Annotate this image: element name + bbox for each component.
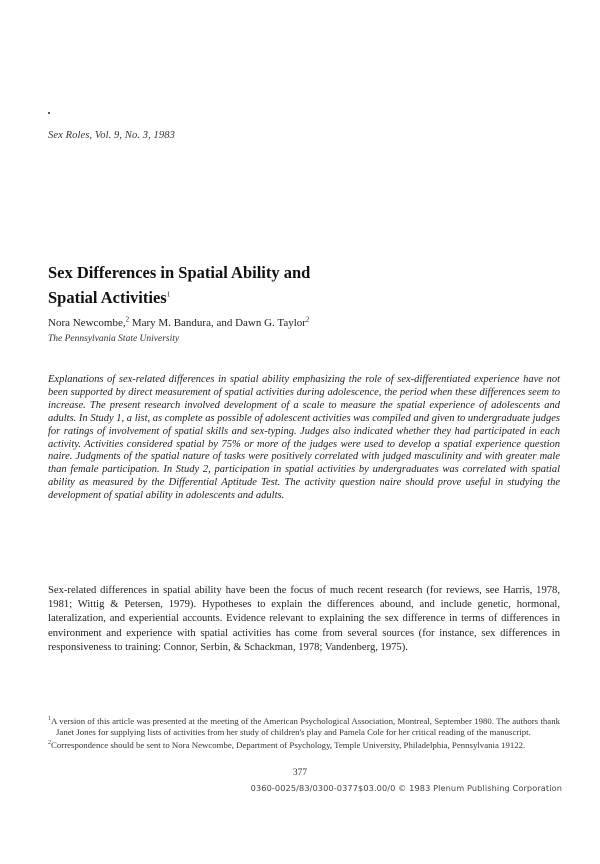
abstract: Explanations of sex-related differences in spatial ability emphasizing the role of sex-differentiated experience have not been supported by direct measurement of spatial activities during adolescence, the period when these differences seem to increase. The present research involved development of a scale to measure the spatial experience of adolescents and adults. In Study 1, a list, as complete as possible of adolescent activities was compiled and given to undergraduate judges for ratings of involvement of spatial skills and sex-typing. Judges also indicated whether they had participated in each activity. Activities considered spatial by 75% or more of the judges were used to develop a spatial experience question naire. Judgments of the spatial nature of tasks were positively correlated with judged masculinity and with greater male than female participation. In Study 2, participation in spatial activities by undergraduates was correlated with spatial ability as measured by the Differential Aptitude Test. The activity question naire should prove useful in studying the development of spatial ability in adolescents and adults. xyxy=(48,374,560,502)
title-line-2 xyxy=(48,285,528,310)
footnote-2 xyxy=(48,740,560,751)
affiliation: The Pennsylvania State University xyxy=(48,334,180,344)
footnotes xyxy=(48,716,560,754)
author-list xyxy=(48,317,548,329)
page-number: 377 xyxy=(292,768,308,778)
author-first: Nora Newcombe, xyxy=(48,317,126,329)
footnote-2-mark: 2 xyxy=(48,740,51,747)
author-first-mark: 2 xyxy=(125,315,130,324)
author-rest-mark: 2 xyxy=(305,315,310,324)
footnote-2-text: Correspondence should be sent to Nora Newcombe, Department of Psychology, Temple University, Philadelphia, Pennsylvania 19122. xyxy=(51,740,526,751)
stray-mark xyxy=(48,112,50,114)
title-line-2-text: Spatial Activities xyxy=(48,288,167,307)
footnote-1-mark: 1 xyxy=(48,716,51,723)
journal-citation: Sex Roles, Vol. 9, No. 3, 1983 xyxy=(48,130,175,141)
footnote-1 xyxy=(48,716,560,737)
title-line-1: Sex Differences in Spatial Ability and xyxy=(48,263,311,282)
title-footnote-mark: 1 xyxy=(166,290,171,299)
footnote-1-text: A version of this article was presented at the meeting of the American Psychological Association, Montreal, September 1980. The authors thank Janet Jones for supplying lists of activities from her study of children's play and Pamela Cole for her critical reading of the manuscript. xyxy=(51,716,560,737)
article-title xyxy=(48,260,528,310)
copyright-line: 0360-0025/83/0300-0377$03.00/0 © 1983 Plenum Publishing Corporation xyxy=(250,783,562,793)
author-rest: Mary M. Bandura, and Dawn G. Taylor xyxy=(129,317,306,329)
body-paragraph: Sex-related differences in spatial ability have been the focus of much recent research (for reviews, see Harris, 1978, 1981; Wittig & Petersen, 1979). Hypotheses to explain the differences abound, and include genetic, hormonal, lateralization, and experiential accounts. Evidence relevant to explaining the sex difference in terms of differences in environment and experience with spatial activities has come from several sources (for instance, sex differences in responsiveness to training: Connor, Serbin, & Schackman, 1978; Vandenberg, 1975). xyxy=(48,585,560,653)
